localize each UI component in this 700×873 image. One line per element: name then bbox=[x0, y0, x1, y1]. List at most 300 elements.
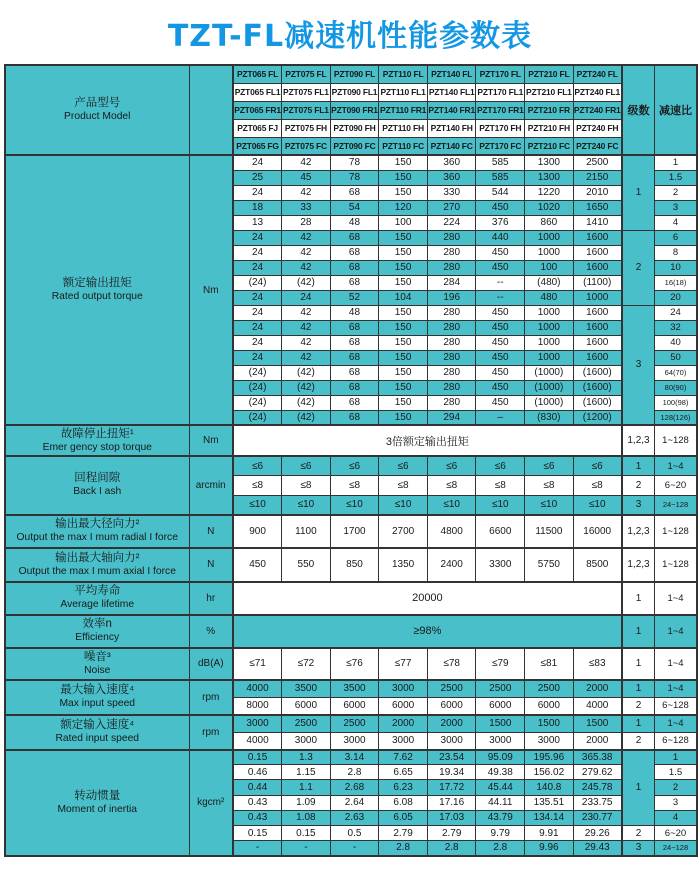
data-cell: 2.79 bbox=[379, 825, 428, 840]
data-cell: 3500 bbox=[282, 680, 331, 698]
data-cell: 450 bbox=[476, 335, 525, 350]
merged-value-cell: 3倍额定输出扭矩 bbox=[233, 425, 622, 456]
data-cell: 450 bbox=[476, 320, 525, 335]
data-cell: – bbox=[476, 410, 525, 425]
max-input-speed-label bbox=[5, 680, 189, 715]
data-cell: 29.43 bbox=[573, 841, 622, 856]
data-cell: 3300 bbox=[476, 548, 525, 582]
data-cell: 1600 bbox=[573, 350, 622, 365]
model-cell: PZT075 FL1 bbox=[282, 101, 331, 119]
ratio-cell: 10 bbox=[655, 260, 697, 275]
model-cell: PZT065 FL1 bbox=[233, 83, 282, 101]
data-cell: 6.23 bbox=[379, 780, 428, 795]
data-cell: 18 bbox=[233, 200, 282, 215]
data-cell: 1000 bbox=[525, 320, 574, 335]
data-cell: 2010 bbox=[573, 185, 622, 200]
data-cell: 900 bbox=[233, 515, 282, 548]
average-lifetime-label-en: Average lifetime bbox=[60, 599, 135, 611]
product-model-label-zh: 产品型号 bbox=[74, 97, 121, 110]
data-cell: 8000 bbox=[233, 697, 282, 715]
data-cell: 1300 bbox=[525, 155, 574, 170]
data-cell: 1000 bbox=[525, 350, 574, 365]
data-cell: 9.79 bbox=[476, 825, 525, 840]
data-cell: ≤83 bbox=[573, 648, 622, 680]
data-cell: 4000 bbox=[573, 697, 622, 715]
data-cell: 2.63 bbox=[330, 810, 379, 825]
ratio-cell: 1~4 bbox=[655, 615, 697, 648]
stage-cell: 2 bbox=[622, 825, 655, 840]
emergency-stop-torque-label-en: Emer gency stop torque bbox=[42, 441, 152, 453]
data-cell: 280 bbox=[427, 395, 476, 410]
data-cell: 16000 bbox=[573, 515, 622, 548]
model-cell: PZT110 FL1 bbox=[379, 83, 428, 101]
data-cell: ≤10 bbox=[476, 495, 525, 515]
data-cell: ≤10 bbox=[282, 495, 331, 515]
data-cell: 3000 bbox=[379, 680, 428, 698]
model-cell: PZT065 FR1 bbox=[233, 101, 282, 119]
moment-of-inertia-label-en: Moment of inertia bbox=[57, 803, 138, 815]
data-cell: 3.14 bbox=[330, 750, 379, 765]
data-cell: 0.15 bbox=[233, 750, 282, 765]
data-cell: ≤6 bbox=[427, 456, 476, 476]
table-row bbox=[5, 582, 697, 615]
stage-cell: 2 bbox=[622, 476, 655, 496]
efficiency-label bbox=[5, 615, 189, 648]
rated-input-speed-label bbox=[5, 715, 189, 750]
data-cell: 24 bbox=[233, 335, 282, 350]
ratio-cell: 24 bbox=[655, 305, 697, 320]
spec-table bbox=[4, 64, 698, 857]
data-cell: 17.72 bbox=[427, 780, 476, 795]
ratio-cell: 24~128 bbox=[655, 841, 697, 856]
data-cell: 68 bbox=[330, 185, 379, 200]
data-cell: 1220 bbox=[525, 185, 574, 200]
data-cell: 2.8 bbox=[330, 765, 379, 780]
data-cell: 1410 bbox=[573, 215, 622, 230]
ratio-cell: 1~128 bbox=[655, 515, 697, 548]
data-cell: 150 bbox=[379, 410, 428, 425]
rated-output-torque-label-en: Rated output torque bbox=[51, 291, 143, 303]
data-cell: 68 bbox=[330, 335, 379, 350]
data-cell: 2000 bbox=[573, 732, 622, 750]
ratio-cell: 6~20 bbox=[655, 476, 697, 496]
data-cell: 68 bbox=[330, 230, 379, 245]
data-cell: 1600 bbox=[573, 260, 622, 275]
data-cell: 1.15 bbox=[282, 765, 331, 780]
data-cell: 42 bbox=[282, 260, 331, 275]
data-cell: 11500 bbox=[525, 515, 574, 548]
data-cell: 330 bbox=[427, 185, 476, 200]
data-cell: 68 bbox=[330, 395, 379, 410]
data-cell: 365.38 bbox=[573, 750, 622, 765]
data-cell: 4000 bbox=[233, 732, 282, 750]
max-input-speed-label-en: Max input speed bbox=[59, 698, 136, 710]
stage-cell: 1 bbox=[622, 582, 655, 615]
stage-cell: 1 bbox=[622, 615, 655, 648]
data-cell: 49.38 bbox=[476, 765, 525, 780]
data-cell: (1600) bbox=[573, 380, 622, 395]
model-cell: PZT090 FL1 bbox=[330, 83, 379, 101]
data-cell: 0.44 bbox=[233, 780, 282, 795]
data-cell: (830) bbox=[525, 410, 574, 425]
data-cell: 0.5 bbox=[330, 825, 379, 840]
moment-of-inertia-label bbox=[5, 750, 189, 856]
data-cell: (1600) bbox=[573, 395, 622, 410]
data-cell: (42) bbox=[282, 380, 331, 395]
data-cell: 150 bbox=[379, 350, 428, 365]
data-cell: 68 bbox=[330, 365, 379, 380]
max-radial-force-label-zh: 输出最大径向力² bbox=[55, 518, 140, 531]
data-cell: 1100 bbox=[282, 515, 331, 548]
data-cell: (42) bbox=[282, 275, 331, 290]
data-cell: 42 bbox=[282, 185, 331, 200]
model-cell: PZT210 FL1 bbox=[525, 83, 574, 101]
model-cell: PZT170 FL bbox=[476, 65, 525, 83]
ratio-cell: 1~4 bbox=[655, 456, 697, 476]
data-cell: 6.05 bbox=[379, 810, 428, 825]
data-cell: 42 bbox=[282, 305, 331, 320]
data-cell: 1600 bbox=[573, 320, 622, 335]
ratio-cell: 3 bbox=[655, 200, 697, 215]
data-cell: (42) bbox=[282, 410, 331, 425]
data-cell: 24 bbox=[233, 245, 282, 260]
data-cell: 6600 bbox=[476, 515, 525, 548]
data-cell: 25 bbox=[233, 170, 282, 185]
table-row bbox=[5, 680, 697, 698]
data-cell: 150 bbox=[379, 230, 428, 245]
data-cell: 280 bbox=[427, 305, 476, 320]
data-cell: 2.68 bbox=[330, 780, 379, 795]
data-cell: 42 bbox=[282, 350, 331, 365]
model-cell: PZT110 FC bbox=[379, 137, 428, 155]
data-cell: (42) bbox=[282, 395, 331, 410]
ratio-cell: 50 bbox=[655, 350, 697, 365]
data-cell: 860 bbox=[525, 215, 574, 230]
data-cell: 140.8 bbox=[525, 780, 574, 795]
data-cell: 24 bbox=[282, 290, 331, 305]
data-cell: 450 bbox=[476, 245, 525, 260]
unit-cell: rpm bbox=[189, 715, 233, 750]
unit-cell: dB(A) bbox=[189, 648, 233, 680]
data-cell: 42 bbox=[282, 320, 331, 335]
table-row bbox=[5, 65, 697, 83]
data-cell: 360 bbox=[427, 170, 476, 185]
data-cell: ≤10 bbox=[379, 495, 428, 515]
ratio-cell: 1~128 bbox=[655, 425, 697, 456]
backlash-label bbox=[5, 456, 189, 515]
backlash-label-en: Back I ash bbox=[73, 486, 122, 498]
data-cell: ≤6 bbox=[233, 456, 282, 476]
unit-cell: Nm bbox=[189, 425, 233, 456]
data-cell: 1000 bbox=[525, 245, 574, 260]
table-row bbox=[5, 615, 697, 648]
data-cell: 17.16 bbox=[427, 795, 476, 810]
data-cell: ≤76 bbox=[330, 648, 379, 680]
data-cell: 2500 bbox=[476, 680, 525, 698]
data-cell: 68 bbox=[330, 275, 379, 290]
ratio-cell: 1.5 bbox=[655, 170, 697, 185]
model-cell: PZT140 FL bbox=[427, 65, 476, 83]
data-cell: 52 bbox=[330, 290, 379, 305]
model-cell: PZT170 FC bbox=[476, 137, 525, 155]
data-cell: (1600) bbox=[573, 365, 622, 380]
stage-cell: 3 bbox=[622, 495, 655, 515]
backlash-label-zh: 回程间隙 bbox=[74, 472, 121, 485]
stage-cell: 2 bbox=[622, 732, 655, 750]
data-cell: ≤10 bbox=[233, 495, 282, 515]
ratio-cell: 1 bbox=[655, 155, 697, 170]
data-cell: 3000 bbox=[233, 715, 282, 733]
data-cell: 280 bbox=[427, 230, 476, 245]
data-cell: 28 bbox=[282, 215, 331, 230]
model-cell: PZT170 FR1 bbox=[476, 101, 525, 119]
data-cell: 1500 bbox=[525, 715, 574, 733]
ratio-cell: 6~128 bbox=[655, 732, 697, 750]
data-cell: - bbox=[282, 841, 331, 856]
data-cell: ≤8 bbox=[525, 476, 574, 496]
data-cell: ≤78 bbox=[427, 648, 476, 680]
ratio-cell: 128(126) bbox=[655, 410, 697, 425]
data-cell: - bbox=[233, 841, 282, 856]
data-cell: 195.96 bbox=[525, 750, 574, 765]
data-cell: ≤8 bbox=[282, 476, 331, 496]
data-cell: 0.15 bbox=[282, 825, 331, 840]
ratio-cell: 1~4 bbox=[655, 715, 697, 733]
data-cell: 6000 bbox=[379, 697, 428, 715]
ratio-cell: 1~4 bbox=[655, 648, 697, 680]
data-cell: 2500 bbox=[525, 680, 574, 698]
max-axial-force-label bbox=[5, 548, 189, 582]
data-cell: (24) bbox=[233, 395, 282, 410]
data-cell: 6000 bbox=[427, 697, 476, 715]
data-cell: 24 bbox=[233, 290, 282, 305]
data-cell: 2.79 bbox=[427, 825, 476, 840]
data-cell: 2500 bbox=[573, 155, 622, 170]
stage-cell: 3 bbox=[622, 305, 655, 425]
data-cell: 2150 bbox=[573, 170, 622, 185]
stage-cell: 3 bbox=[622, 841, 655, 856]
table-row bbox=[5, 648, 697, 680]
model-cell: PZT065 FJ bbox=[233, 119, 282, 137]
data-cell: 100 bbox=[379, 215, 428, 230]
data-cell: 1500 bbox=[476, 715, 525, 733]
data-cell: ≤6 bbox=[379, 456, 428, 476]
stage-cell: 1 bbox=[622, 715, 655, 733]
ratio-cell: 3 bbox=[655, 795, 697, 810]
data-cell: ≤8 bbox=[427, 476, 476, 496]
unit-cell: % bbox=[189, 615, 233, 648]
data-cell: 48 bbox=[330, 305, 379, 320]
table-row bbox=[5, 425, 697, 456]
ratio-cell: 64(70) bbox=[655, 365, 697, 380]
stage-cell: 1 bbox=[622, 648, 655, 680]
model-cell: PZT170 FH bbox=[476, 119, 525, 137]
data-cell: 68 bbox=[330, 245, 379, 260]
data-cell: (1000) bbox=[525, 395, 574, 410]
data-cell: 78 bbox=[330, 170, 379, 185]
data-cell: 294 bbox=[427, 410, 476, 425]
data-cell: 135.51 bbox=[525, 795, 574, 810]
data-cell: 233.75 bbox=[573, 795, 622, 810]
rated-output-torque-label-zh: 额定输出扭矩 bbox=[62, 277, 132, 290]
data-cell: 6.08 bbox=[379, 795, 428, 810]
data-cell: 24 bbox=[233, 350, 282, 365]
data-cell: 480 bbox=[525, 290, 574, 305]
noise-label-en: Noise bbox=[84, 664, 111, 676]
data-cell: 43.79 bbox=[476, 810, 525, 825]
model-cell: PZT240 FL1 bbox=[573, 83, 622, 101]
ratio-cell: 6 bbox=[655, 230, 697, 245]
data-cell: 45.44 bbox=[476, 780, 525, 795]
ratio-cell: 20 bbox=[655, 290, 697, 305]
data-cell: 280 bbox=[427, 380, 476, 395]
data-cell: 450 bbox=[476, 305, 525, 320]
model-cell: PZT210 FC bbox=[525, 137, 574, 155]
noise-label-zh: 噪音³ bbox=[83, 650, 111, 663]
model-cell: PZT140 FC bbox=[427, 137, 476, 155]
model-cell: PZT140 FR1 bbox=[427, 101, 476, 119]
data-cell: 0.46 bbox=[233, 765, 282, 780]
data-cell: 2.8 bbox=[427, 841, 476, 856]
data-cell: ≤8 bbox=[573, 476, 622, 496]
data-cell: 100 bbox=[525, 260, 574, 275]
unit-cell: kgcm² bbox=[189, 750, 233, 856]
data-cell: 450 bbox=[476, 260, 525, 275]
model-cell: PZT075 FL bbox=[282, 65, 331, 83]
data-cell: 156.02 bbox=[525, 765, 574, 780]
data-cell: 95.09 bbox=[476, 750, 525, 765]
data-cell: 280 bbox=[427, 320, 476, 335]
data-cell: ≤6 bbox=[282, 456, 331, 476]
data-cell: 42 bbox=[282, 335, 331, 350]
emergency-stop-torque-label bbox=[5, 425, 189, 456]
data-cell: 44.11 bbox=[476, 795, 525, 810]
stage-cell: 1 bbox=[622, 750, 655, 826]
data-cell: 68 bbox=[330, 380, 379, 395]
data-cell: 440 bbox=[476, 230, 525, 245]
data-cell: 270 bbox=[427, 200, 476, 215]
stage-cell: 1 bbox=[622, 680, 655, 698]
ratio-cell: 24~128 bbox=[655, 495, 697, 515]
data-cell: 1350 bbox=[379, 548, 428, 582]
data-cell: 54 bbox=[330, 200, 379, 215]
data-cell: 24 bbox=[233, 320, 282, 335]
model-cell: PZT140 FL1 bbox=[427, 83, 476, 101]
data-cell: 24 bbox=[233, 230, 282, 245]
data-cell: 5750 bbox=[525, 548, 574, 582]
data-cell: (42) bbox=[282, 365, 331, 380]
data-cell: ≤8 bbox=[476, 476, 525, 496]
ratio-cell: 100(98) bbox=[655, 395, 697, 410]
data-cell: -- bbox=[476, 290, 525, 305]
data-cell: ≤10 bbox=[330, 495, 379, 515]
table-row bbox=[5, 155, 697, 170]
data-cell: 29.26 bbox=[573, 825, 622, 840]
data-cell: 224 bbox=[427, 215, 476, 230]
data-cell: 8500 bbox=[573, 548, 622, 582]
product-model-label bbox=[5, 65, 189, 155]
data-cell: 150 bbox=[379, 185, 428, 200]
data-cell: 33 bbox=[282, 200, 331, 215]
spec-table-body bbox=[5, 65, 697, 856]
table-row bbox=[5, 715, 697, 733]
unit-cell: arcmin bbox=[189, 456, 233, 515]
merged-value-cell: ≥98% bbox=[233, 615, 622, 648]
data-cell: 24 bbox=[233, 260, 282, 275]
ratio-cell: 1.5 bbox=[655, 765, 697, 780]
data-cell: 134.14 bbox=[525, 810, 574, 825]
data-cell: 1000 bbox=[525, 230, 574, 245]
data-cell: 150 bbox=[379, 365, 428, 380]
data-cell: 1650 bbox=[573, 200, 622, 215]
model-cell: PZT170 FL1 bbox=[476, 83, 525, 101]
data-cell: 13 bbox=[233, 215, 282, 230]
data-cell: 1020 bbox=[525, 200, 574, 215]
data-cell: 2000 bbox=[573, 680, 622, 698]
data-cell: 1700 bbox=[330, 515, 379, 548]
data-cell: 1600 bbox=[573, 245, 622, 260]
data-cell: 6000 bbox=[476, 697, 525, 715]
data-cell: ≤79 bbox=[476, 648, 525, 680]
stage-cell: 1 bbox=[622, 456, 655, 476]
data-cell: 1000 bbox=[525, 305, 574, 320]
data-cell: 150 bbox=[379, 380, 428, 395]
data-cell: (24) bbox=[233, 410, 282, 425]
data-cell: 48 bbox=[330, 215, 379, 230]
ratio-cell: 1~128 bbox=[655, 548, 697, 582]
data-cell: 2500 bbox=[282, 715, 331, 733]
data-cell: 450 bbox=[476, 350, 525, 365]
ratio-cell: 80(90) bbox=[655, 380, 697, 395]
data-cell: 9.91 bbox=[525, 825, 574, 840]
ratio-cell: 1~4 bbox=[655, 680, 697, 698]
unit-cell: rpm bbox=[189, 680, 233, 715]
moment-of-inertia-label-zh: 转动惯量 bbox=[74, 789, 121, 802]
data-cell: 0.43 bbox=[233, 795, 282, 810]
data-cell: 0.15 bbox=[233, 825, 282, 840]
data-cell: ≤8 bbox=[379, 476, 428, 496]
max-radial-force-label-en: Output the max I mum radial I force bbox=[16, 532, 178, 544]
data-cell: 68 bbox=[330, 350, 379, 365]
data-cell: ≤10 bbox=[427, 495, 476, 515]
data-cell: 450 bbox=[476, 365, 525, 380]
ratio-cell: 1~4 bbox=[655, 582, 697, 615]
data-cell: 1500 bbox=[573, 715, 622, 733]
noise-label bbox=[5, 648, 189, 680]
data-cell: 2700 bbox=[379, 515, 428, 548]
data-cell: 6000 bbox=[330, 697, 379, 715]
data-cell: 78 bbox=[330, 155, 379, 170]
data-cell: 3000 bbox=[427, 732, 476, 750]
max-axial-force-label-zh: 输出最大轴向力² bbox=[55, 551, 140, 564]
data-cell: 1.09 bbox=[282, 795, 331, 810]
rated-output-torque-label bbox=[5, 155, 189, 425]
data-cell: 196 bbox=[427, 290, 476, 305]
data-cell: 2500 bbox=[427, 680, 476, 698]
data-cell: ≤10 bbox=[573, 495, 622, 515]
stage-cell: 1,2,3 bbox=[622, 548, 655, 582]
data-cell: 3500 bbox=[330, 680, 379, 698]
data-cell: 1.08 bbox=[282, 810, 331, 825]
data-cell: (24) bbox=[233, 275, 282, 290]
data-cell: 150 bbox=[379, 320, 428, 335]
data-cell: ≤77 bbox=[379, 648, 428, 680]
model-cell: PZT090 FH bbox=[330, 119, 379, 137]
data-cell: 2000 bbox=[379, 715, 428, 733]
data-cell: ≤8 bbox=[233, 476, 282, 496]
model-cell: PZT110 FR1 bbox=[379, 101, 428, 119]
data-cell: 280 bbox=[427, 350, 476, 365]
